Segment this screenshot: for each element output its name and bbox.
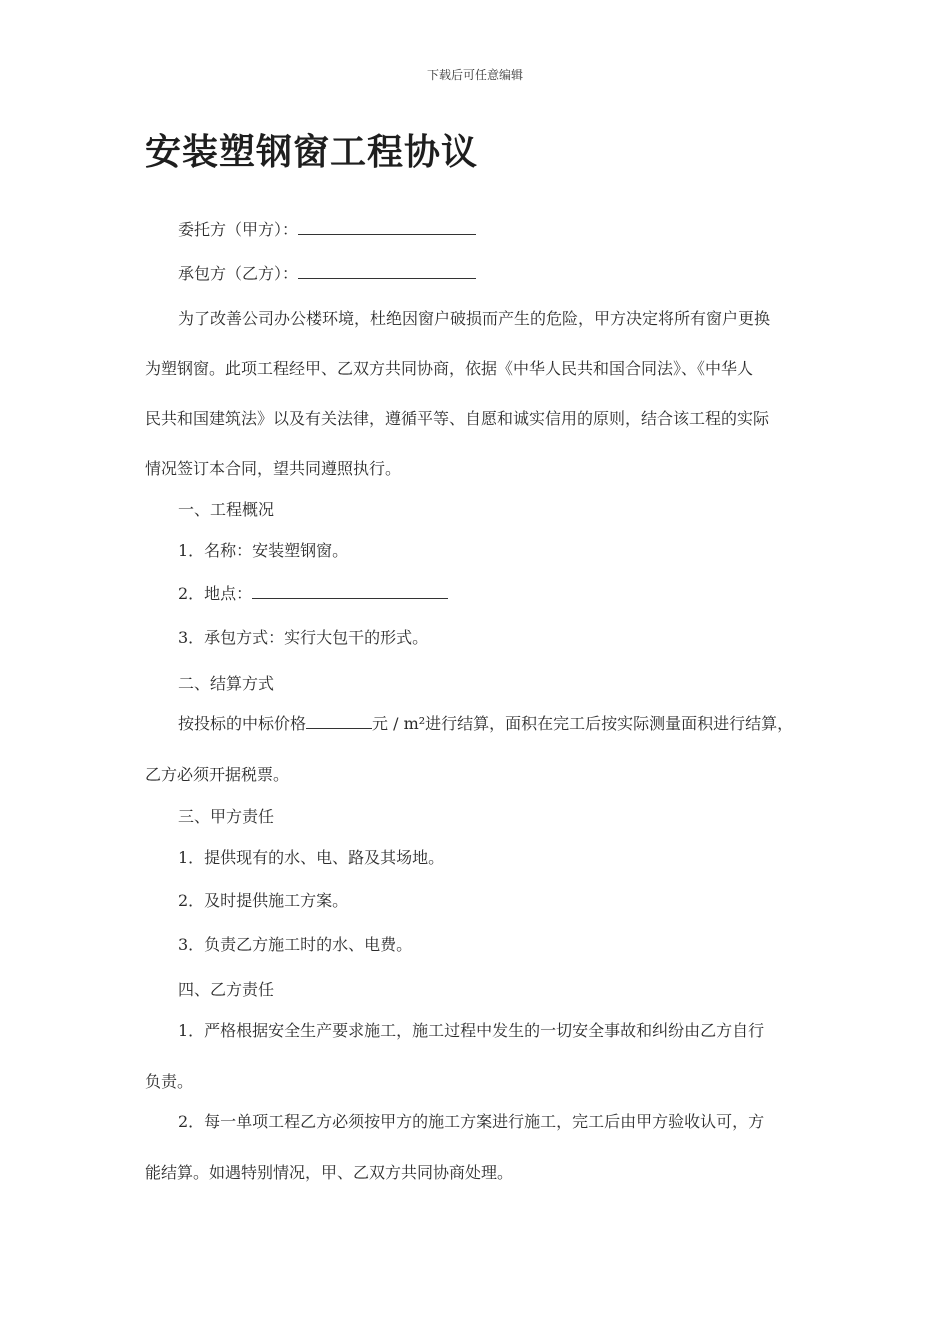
location-label: 2．地点： [178,584,253,603]
party-a-line [178,217,476,240]
list-item: 2．每一单项工程乙方必须按甲方的施工方案进行施工，完工后由甲方验收认可，方 [178,1112,765,1131]
price-suffix: 元 / m²进行结算，面积在完工后按实际测量面积进行结算， [372,714,794,733]
document-title: 安装塑钢窗工程协议 [145,131,479,173]
list-item: 1．提供现有的水、电、路及其场地。 [178,848,445,867]
party-a-blank [298,219,476,235]
intro-line: 民共和国建筑法》以及有关法律，遵循平等、自愿和诚实信用的原则，结合该工程的实际 [145,409,770,428]
list-item: 3．承包方式：实行大包干的形式。 [178,628,429,647]
list-item: 3．负责乙方施工时的水、电费。 [178,935,413,954]
list-item: 1．名称：安装塑钢窗。 [178,541,349,560]
intro-line: 为塑钢窗。此项工程经甲、乙双方共同协商，依据《中华人民共和国合同法》、《中华人 [145,359,754,378]
party-a-label: 委托方（甲方）： [178,220,299,239]
intro-line: 情况签订本合同，望共同遵照执行。 [145,459,402,478]
price-line [178,711,793,734]
section-heading: 二、结算方式 [178,674,275,693]
list-item-continuation: 负责。 [145,1072,194,1091]
page-header: 下载后可任意编辑 [426,68,523,82]
intro-line: 为了改善公司办公楼环境，杜绝因窗户破损而产生的危险，甲方决定将所有窗户更换 [178,309,771,328]
party-b-blank [298,263,476,279]
price-blank [306,713,372,729]
party-b-label: 承包方（乙方）： [178,264,299,283]
list-item: 1．严格根据安全生产要求施工，施工过程中发生的一切安全事故和纠纷由乙方自行 [178,1021,765,1040]
section-heading: 三、甲方责任 [178,807,275,826]
list-item: 2．及时提供施工方案。 [178,891,349,910]
location-line [178,581,448,604]
section-heading: 四、乙方责任 [178,980,275,999]
paragraph-line: 乙方必须开据税票。 [145,765,290,784]
party-b-line [178,261,476,284]
section-heading: 一、工程概况 [178,500,275,519]
list-item-continuation: 能结算。如遇特别情况，甲、乙双方共同协商处理。 [145,1163,514,1182]
price-prefix: 按投标的中标价格 [178,714,307,733]
location-blank [252,583,448,599]
